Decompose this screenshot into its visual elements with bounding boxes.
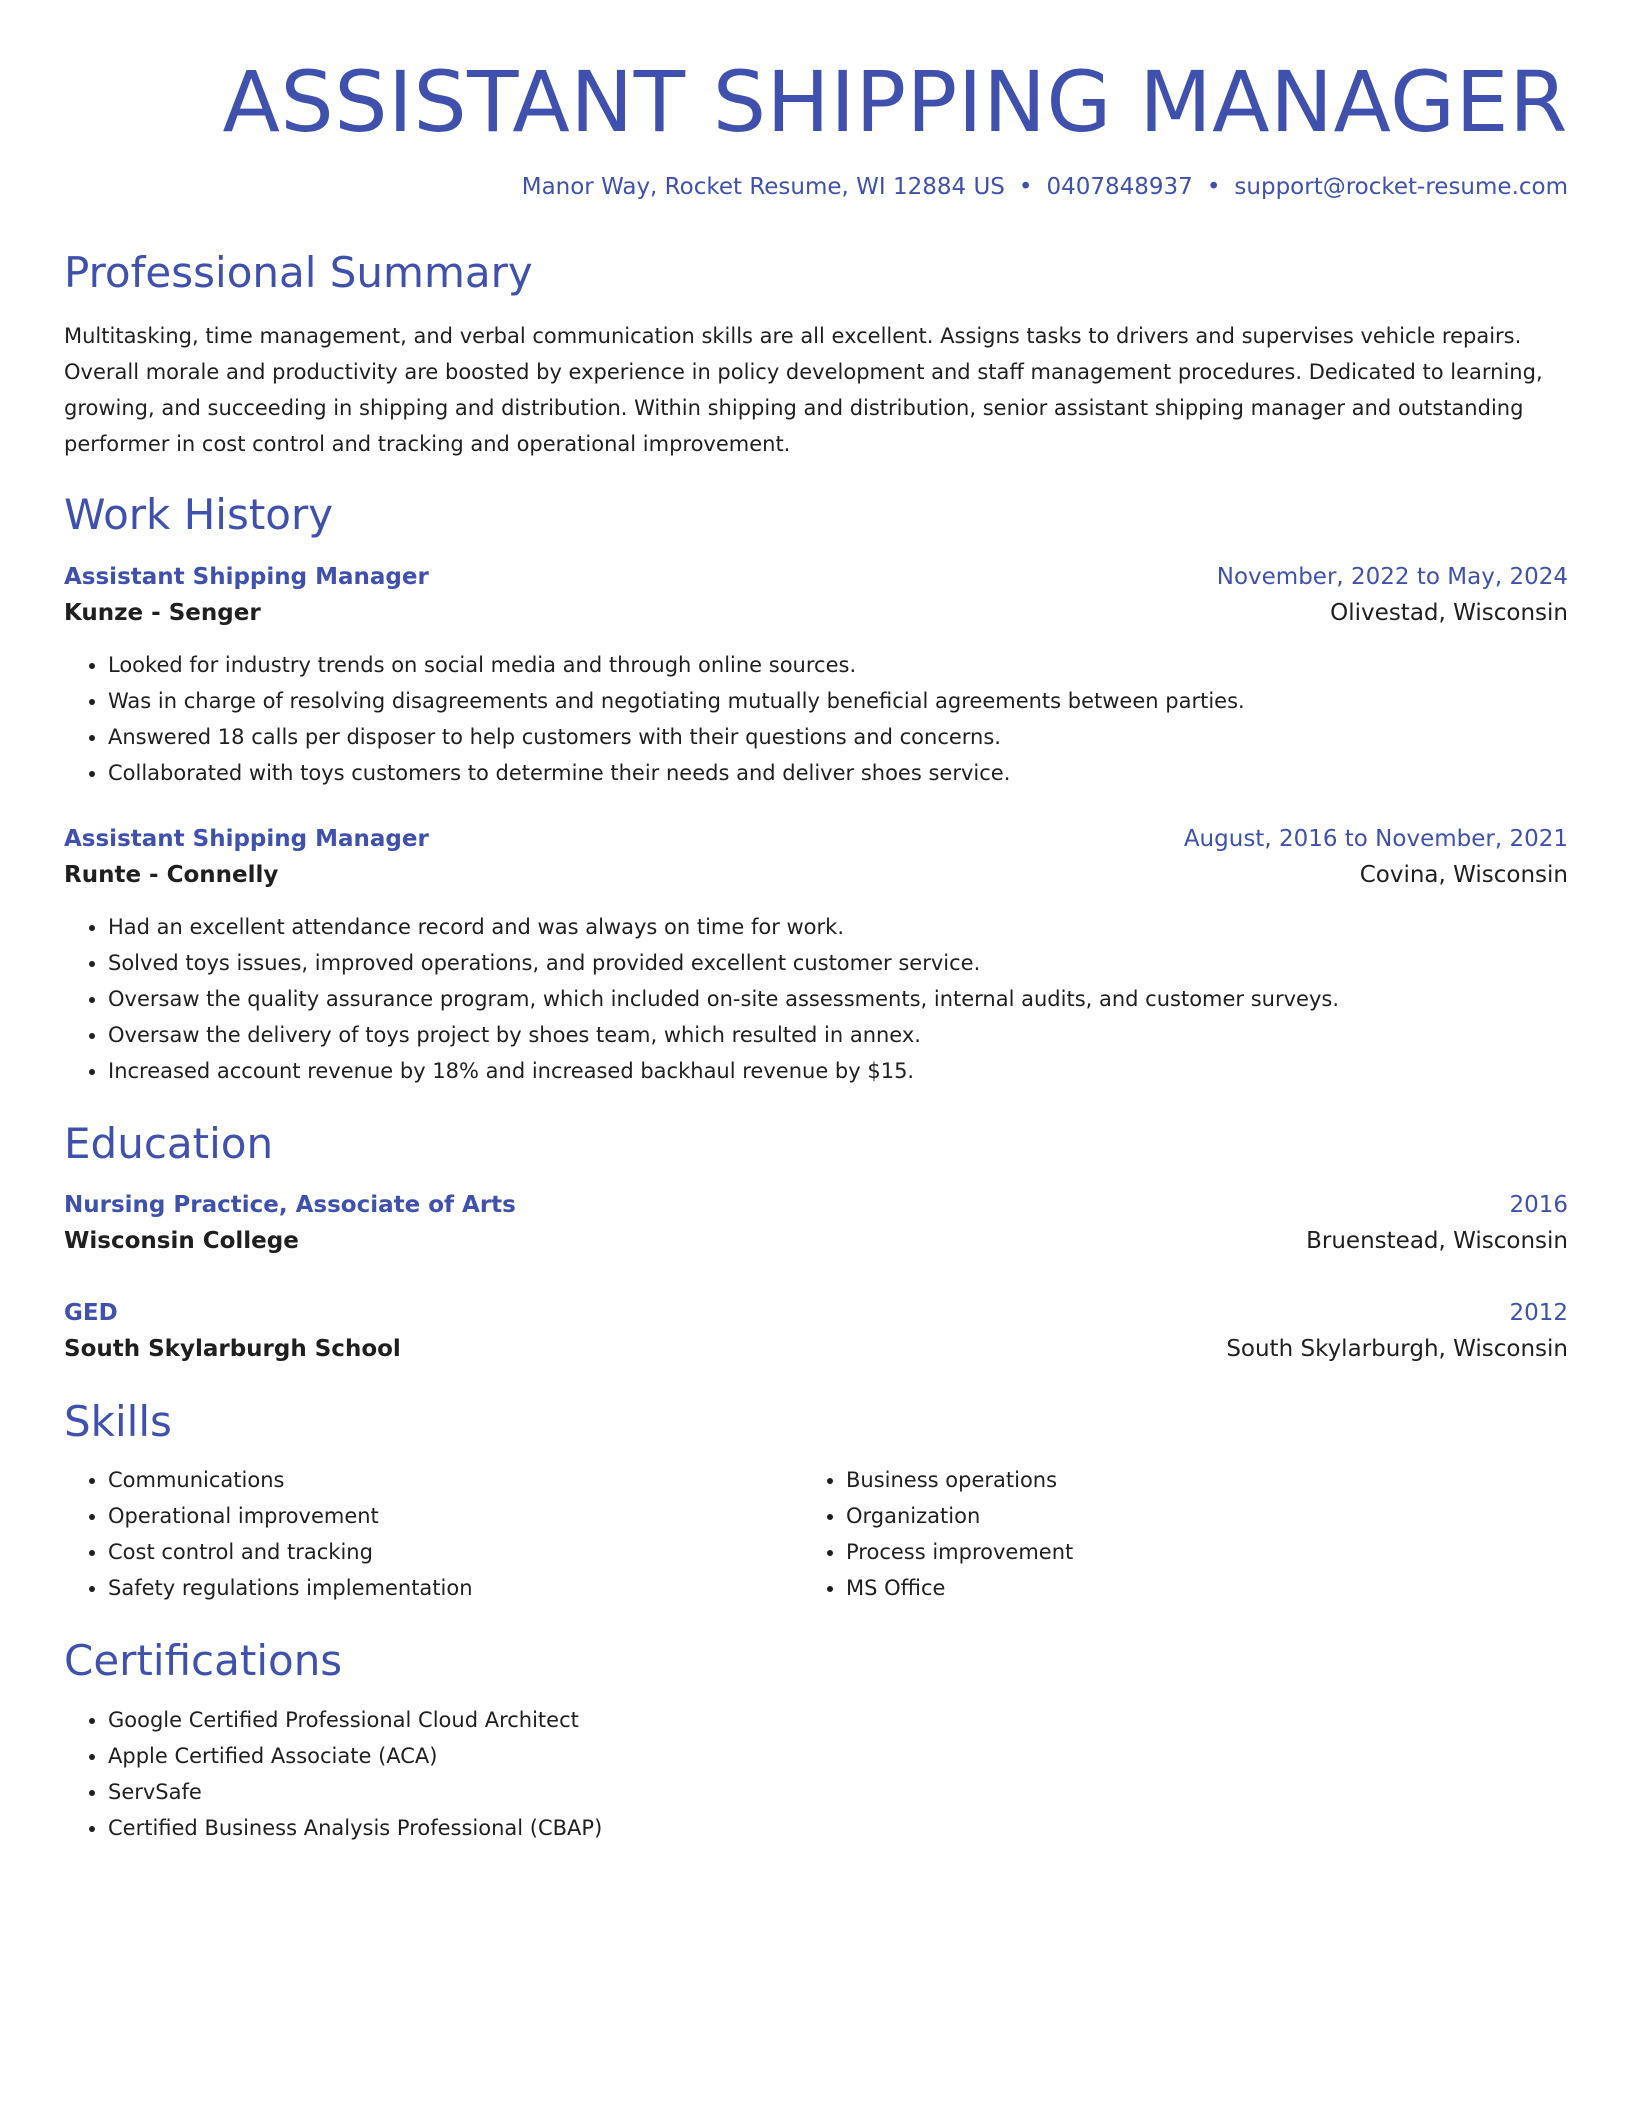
job-bullet: • Answered 18 calls per disposer to help customers with their questions and concerns. bbox=[108, 719, 1568, 755]
skill-item: • MS Office bbox=[846, 1570, 1540, 1606]
job-company: Kunze - Senger bbox=[64, 599, 261, 626]
education-entry bbox=[64, 1187, 1568, 1259]
work-history-section bbox=[64, 490, 1568, 1088]
job-header-row bbox=[64, 559, 1568, 595]
education-section bbox=[64, 1119, 1568, 1367]
skill-item: • Organization bbox=[846, 1498, 1540, 1534]
certification-item: • Apple Certified Associate (ACA) bbox=[108, 1738, 1568, 1774]
job-bullet: • Collaborated with toys customers to determine their needs and deliver shoes service. bbox=[108, 755, 1568, 791]
education-location: Bruenstead, Wisconsin bbox=[1306, 1228, 1568, 1255]
skills-column-right bbox=[802, 1462, 1540, 1606]
section-title-summary: Professional Summary bbox=[64, 247, 533, 297]
education-degree: Nursing Practice, Associate of Arts bbox=[64, 1192, 516, 1219]
job-header-row bbox=[64, 821, 1568, 857]
job-dates: November, 2022 to May, 2024 bbox=[1216, 563, 1568, 590]
contact-phone: 0407848937 bbox=[1046, 174, 1193, 201]
education-degree: GED bbox=[64, 1300, 118, 1327]
skill-item: • Process improvement bbox=[846, 1534, 1540, 1570]
education-school-row bbox=[64, 1223, 1568, 1259]
education-school: South Skylarburgh School bbox=[64, 1336, 401, 1363]
contact-separator: • bbox=[1018, 174, 1033, 201]
job-bullet: • Had an excellent attendance record and was always on time for work. bbox=[108, 909, 1568, 945]
skills-section bbox=[64, 1397, 1568, 1605]
skill-item: • Safety regulations implementation bbox=[108, 1570, 802, 1606]
contact-separator: • bbox=[1206, 174, 1221, 201]
job-location: Olivestad, Wisconsin bbox=[1330, 599, 1568, 626]
contact-line bbox=[64, 174, 1568, 202]
education-entry bbox=[64, 1295, 1568, 1367]
job-bullet: • Solved toys issues, improved operations, and provided excellent customer service. bbox=[108, 945, 1568, 981]
section-title-skills: Skills bbox=[64, 1397, 172, 1447]
job-role: Assistant Shipping Manager bbox=[64, 825, 429, 852]
certification-item: • Certified Business Analysis Professional (CBAP) bbox=[108, 1810, 1568, 1846]
skill-item: • Business operations bbox=[846, 1462, 1540, 1498]
section-title-education: Education bbox=[64, 1118, 274, 1168]
certification-item: • ServSafe bbox=[108, 1774, 1568, 1810]
job-bullets bbox=[64, 909, 1568, 1089]
skills-grid bbox=[64, 1462, 1568, 1606]
job-company-row bbox=[64, 595, 1568, 631]
job-bullet: • Increased account revenue by 18% and increased backhaul revenue by $15. bbox=[108, 1053, 1568, 1089]
job-bullet: • Oversaw the delivery of toys project by shoes team, which resulted in annex. bbox=[108, 1017, 1568, 1053]
certification-list bbox=[64, 1702, 1568, 1846]
education-school: Wisconsin College bbox=[64, 1228, 299, 1255]
job-bullet: • Was in charge of resolving disagreements and negotiating mutually beneficial agreements between parties. bbox=[108, 683, 1568, 719]
education-year: 2016 bbox=[1509, 1192, 1568, 1219]
job-company-row bbox=[64, 857, 1568, 893]
skills-column-left bbox=[64, 1462, 802, 1606]
education-school-row bbox=[64, 1331, 1568, 1367]
contact-address: Manor Way, Rocket Resume, WI 12884 US bbox=[521, 174, 1005, 201]
job-entry bbox=[64, 559, 1568, 791]
skill-item: • Operational improvement bbox=[108, 1498, 802, 1534]
section-title-work-history: Work History bbox=[64, 490, 334, 540]
candidate-title: ASSISTANT SHIPPING MANAGER bbox=[222, 53, 1568, 151]
summary-text: Multitasking, time management, and verbal communication skills are all excellent. Assigns tasks to drivers and supervises vehicle repairs. Overall morale and productivity are boosted by experience in policy development and staff management procedures. Dedicated to learning, growing, and succeeding in shipping and distribution. Within shipping and distribution, senior assistant shipping manager and outstanding performer in cost control and tracking and operational improvement. bbox=[64, 324, 1543, 457]
job-location: Covina, Wisconsin bbox=[1359, 861, 1568, 888]
job-role: Assistant Shipping Manager bbox=[64, 563, 429, 590]
certifications-section bbox=[64, 1636, 1568, 1846]
education-header-row bbox=[64, 1295, 1568, 1331]
summary-section bbox=[64, 248, 1568, 462]
job-bullet: • Oversaw the quality assurance program, which included on-site assessments, internal audits, and customer surveys. bbox=[108, 981, 1568, 1017]
job-bullet: • Looked for industry trends on social media and through online sources. bbox=[108, 647, 1568, 683]
education-header-row bbox=[64, 1187, 1568, 1223]
resume-header bbox=[64, 53, 1568, 202]
job-dates: August, 2016 to November, 2021 bbox=[1183, 825, 1568, 852]
job-entry bbox=[64, 821, 1568, 1089]
education-location: South Skylarburgh, Wisconsin bbox=[1226, 1336, 1568, 1363]
job-company: Runte - Connelly bbox=[64, 861, 279, 888]
skill-item: • Cost control and tracking bbox=[108, 1534, 802, 1570]
section-title-certifications: Certifications bbox=[64, 1635, 343, 1685]
contact-email: support@rocket-resume.com bbox=[1234, 174, 1568, 201]
skill-item: • Communications bbox=[108, 1462, 802, 1498]
certification-item: • Google Certified Professional Cloud Architect bbox=[108, 1702, 1568, 1738]
education-year: 2012 bbox=[1509, 1300, 1568, 1327]
job-bullets bbox=[64, 647, 1568, 791]
